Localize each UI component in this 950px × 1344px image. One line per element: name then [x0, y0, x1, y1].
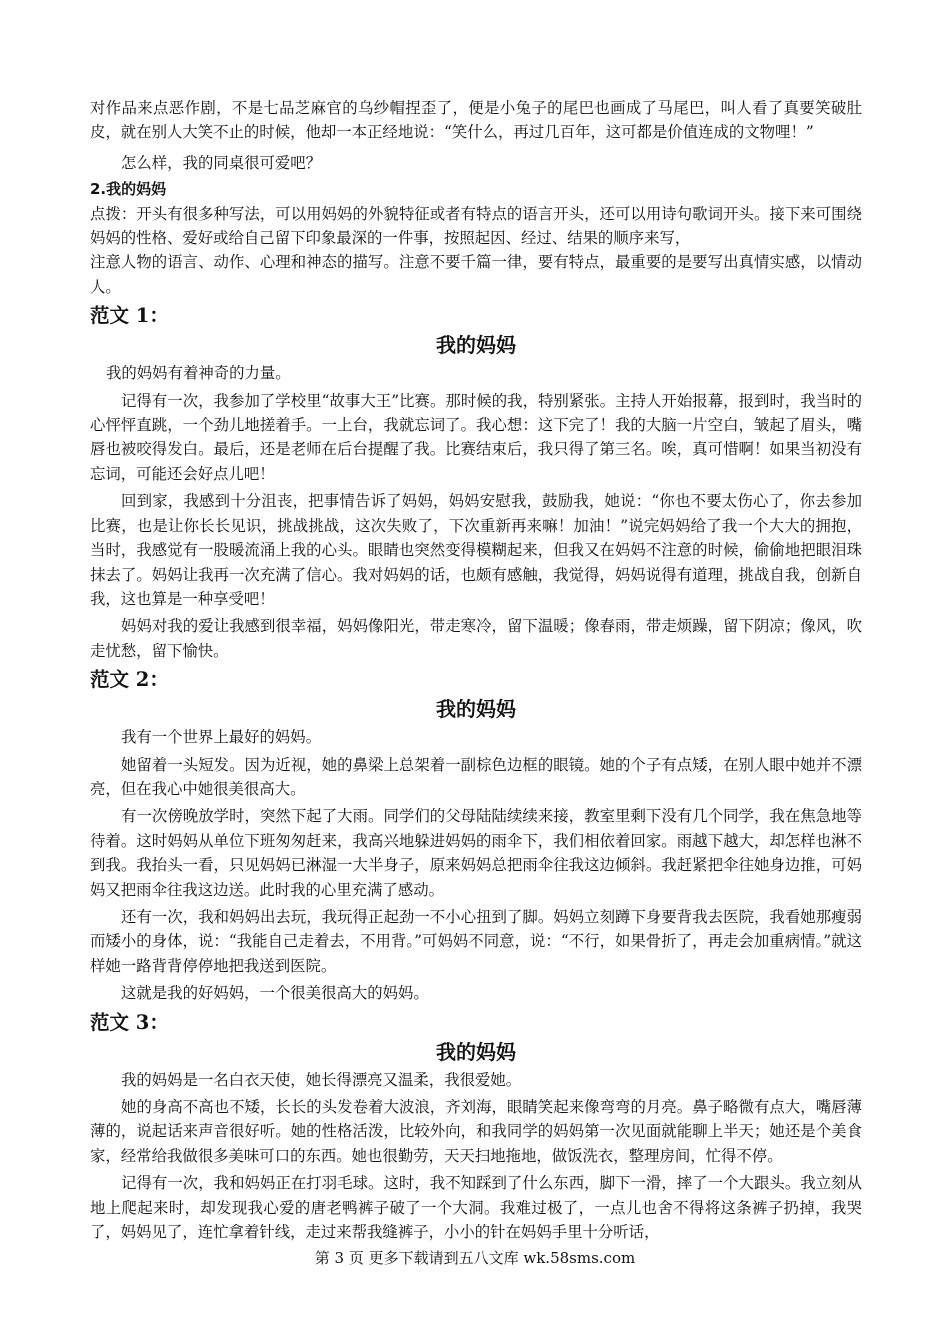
hint-paragraph: 注意人物的语言、动作、心理和神态的描写。注意不要千篇一律，要有特点，最重要的是要写出真情实感，以情动人。 [90, 253, 862, 296]
intro-paragraph: 对作品来点恶作剧，不是七品芝麻官的乌纱帽捏歪了，便是小兔子的尾巴也画成了马尾巴，叫人看了真要笑破肚皮，就在别人大笑不止的时候，他却一本正经地说：“笑什么，再过几百年，这可都是价值连成的文物哩！” [90, 99, 862, 142]
essay-3-title: 我的妈妈 [436, 1039, 516, 1064]
page-content [90, 96, 862, 1244]
essay-paragraph: 她留着一头短发。因为近视，她的鼻梁上总架着一副棕色边框的眼镜。她的个子有点矮，在别人眼中她并不漂亮，但在我心中她很美很高大。 [90, 755, 862, 798]
essay-paragraph: 妈妈对我的爱让我感到很幸福，妈妈像阳光，带走寒冷，留下温暖；像春雨，带走烦躁，留下阴凉；像风，吹走忧愁，留下愉快。 [90, 617, 862, 660]
essay-2-title: 我的妈妈 [436, 697, 516, 722]
essay-paragraph: 她的身高不高也不矮，长长的头发卷着大波浪，齐刘海，眼睛笑起来像弯弯的月亮。鼻子略微有点大，嘴唇薄薄的，说起话来声音很好听。她的性格活泼，比较外向，和我同学的妈妈第一次见面就能聊上半天；她还是个美食家，经常给我做很多美味可口的东西。她也很勤劳，天天扫地拖地，做饭洗衣，整理房间，忙得不停。 [90, 1098, 862, 1165]
essay-3-label: 范文 3： [90, 1010, 169, 1034]
essay-1-title: 我的妈妈 [436, 333, 516, 358]
essay-paragraph: 我有一个世界上最好的妈妈。 [121, 728, 322, 747]
essay-2-label: 范文 2： [90, 668, 169, 692]
section-heading: 2.我的妈妈 [90, 180, 167, 199]
essay-paragraph: 回到家，我感到十分沮丧，把事情告诉了妈妈，妈妈安慰我，鼓励我，她说：“你也不要太伤心了，你去参加比赛，也是让你长长见识，挑战挑战，这次失败了，下次重新再来嘛！加油！”说完妈妈给了我一个大大的拥抱，当时，我感觉有一股暖流涌上我的心头。眼睛也突然变得模糊起来，但我又在妈妈不注意的时候，偷偷地把眼泪珠抹去了。妈妈让我再一次充满了信心。我对妈妈的话，也颇有感触，我觉得，妈妈说得有道理，挑战自我，创新自我，这也算是一种享受吧！ [90, 492, 862, 608]
intro-paragraph: 怎么样，我的同桌很可爱吧？ [121, 153, 322, 172]
essay-paragraph: 这就是我的好妈妈，一个很美很高大的妈妈。 [121, 984, 429, 1003]
essay-paragraph: 我的妈妈有着神奇的力量。 [106, 364, 291, 383]
essay-1-label: 范文 1： [90, 304, 169, 328]
essay-paragraph: 还有一次，我和妈妈出去玩，我玩得正起劲一不小心扭到了脚。妈妈立刻蹲下身要背我去医院，我看她那瘦弱而矮小的身体，说：“我能自己走着去，不用背。”可妈妈不同意，说：“不行，如果骨折了，再走会加重病情。”就这样她一路背背停停地把我送到医院。 [90, 907, 862, 975]
essay-paragraph: 我的妈妈是一名白衣天使，她长得漂亮又温柔，我很爱她。 [121, 1070, 522, 1089]
essay-paragraph: 记得有一次，我参加了学校里“故事大王”比赛。那时候的我，特别紧张。主持人开始报幕，报到时，我当时的心怦怦直跳，一个劲儿地搓着手。一上台，我就忘词了。我心想：这下完了！我的大脑一片空白，皱起了眉头，嘴唇也被咬得发白。最后，还是老师在后台提醒了我。比赛结束后，我只得了第三名。唉，真可惜啊！如果当初没有忘词，可能还会好点儿吧！ [90, 391, 862, 483]
essay-paragraph: 有一次傍晚放学时，突然下起了大雨。同学们的父母陆陆续续来接，教室里剩下没有几个同学，我在焦急地等待着。这时妈妈从单位下班匆匆赶来，我高兴地躲进妈妈的雨伞下，我们相依着回家。雨越下越大，却怎样也淋不到我。我抬头一看，只见妈妈已淋湿一大半身子，原来妈妈总把雨伞往我这边倾斜。我赶紧把伞往她身边推，可妈妈又把雨伞往我这边送。此时我的心里充满了感动。 [90, 807, 862, 899]
hint-paragraph: 点拨：开头有很多种写法，可以用妈妈的外貌特征或者有特点的语言开头，还可以用诗句歌词开头。接下来可围绕妈妈的性格、爱好或给自己留下印象最深的一件事，按照起因、经过、结果的顺序来写， [90, 204, 862, 248]
essay-paragraph: 记得有一次，我和妈妈正在打羽毛球。这时，我不知踩到了什么东西，脚下一滑，摔了一个大跟头。我立刻从地上爬起来时，却发现我心爱的唐老鸭裤子破了一个大洞。我难过极了，一点儿也舍不得将这条裤子扔掉，我哭了，妈妈见了，连忙拿着针线，走过来帮我缝裤子，小小的针在妈妈手里十分听话， [90, 1174, 862, 1242]
page-footer: 第 3 页 更多下载请到五八文库 wk.58sms.com [314, 1249, 636, 1267]
